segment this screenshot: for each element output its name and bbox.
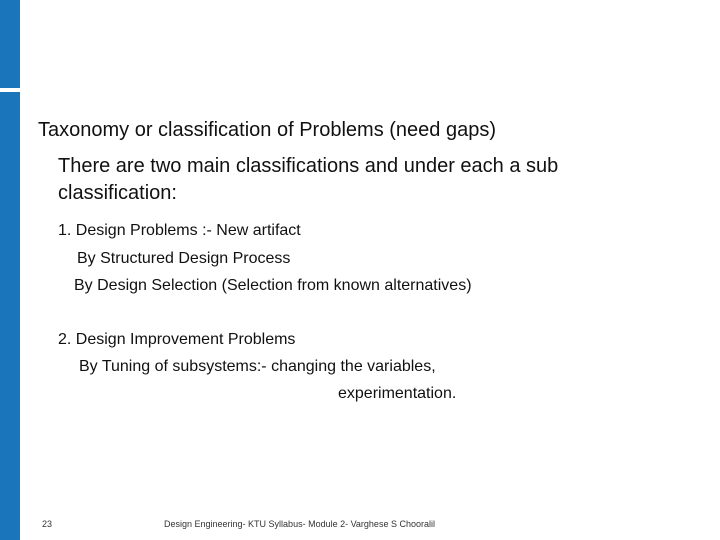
section-2-item-2: experimentation. — [338, 385, 457, 402]
slide-intro: There are two main classifications and under each a sub classification: — [58, 155, 559, 204]
section-2-item-1: By Tuning of subsystems:- changing the variables, — [79, 358, 436, 375]
section-1-item-1: By Structured Design Process — [77, 250, 291, 267]
page-number: 23 — [42, 519, 53, 529]
section-2-title: 2. Design Improvement Problems — [58, 331, 296, 348]
slide-heading: Taxonomy or classification of Problems (need gaps) — [38, 119, 496, 141]
accent-bar-main — [0, 92, 20, 540]
section-1-title: 1. Design Problems :- New artifact — [58, 222, 301, 239]
section-1-item-2: By Design Selection (Selection from known alternatives) — [74, 277, 472, 294]
footer-text: Design Engineering- KTU Syllabus- Module 2- Varghese S Chooralil — [164, 519, 435, 529]
accent-bar-top — [0, 0, 20, 88]
